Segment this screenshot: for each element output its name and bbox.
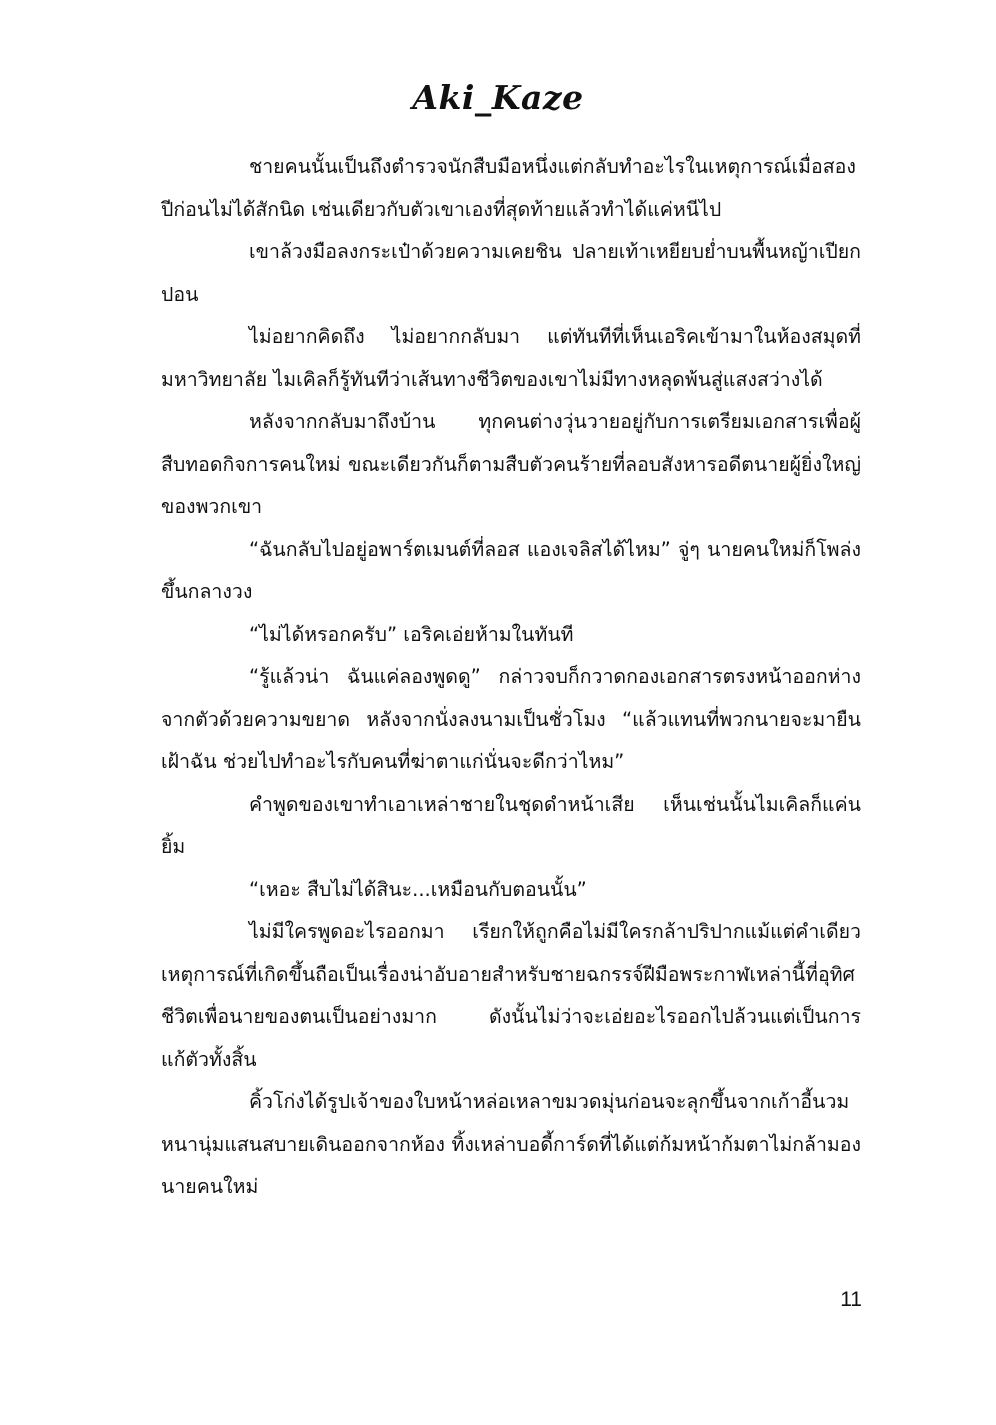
paragraph-4: หลังจากกลับมาถึงบ้าน ทุกคนต่างวุ่นวายอยู่กับการเตรียมเอกสารเพื่อผู้สืบทอดกิจการคนใหม่ ขณะเดียวกันก็ตามสืบตัวคนร้ายที่ลอบสังหารอดีตนายผู้ยิ่งใหญ่ของพวกเขา (161, 410, 861, 518)
paragraph-10: ไม่มีใครพูดอะไรออกมา เรียกให้ถูกคือไม่มีใครกล้าปริปากแม้แต่คำเดียว เหตุการณ์ที่เกิดขึ้นถือเป็นเรื่องน่าอับอายสำหรับชายฉกรรจ์ฝีมือพระกาฬเหล่านี้ที่อุทิศชีวิตเพื่อนายของตนเป็นอย่างมาก ดังนั้นไม่ว่าจะเอ่ยอะไรออกไปล้วนแต่เป็นการแก้ตัวทั้งสิ้น (161, 920, 861, 1071)
author-header: Aki_Kaze (412, 78, 584, 117)
paragraph-1: ชายคนนั้นเป็นถึงตำรวจนักสืบมือหนึ่งแต่กลับทำอะไรในเหตุการณ์เมื่อสองปีก่อนไม่ได้สักนิด เช่นเดียวกับตัวเขาเองที่สุดท้ายแล้วทำได้แค่หนีไป (161, 155, 856, 221)
story-body (161, 146, 861, 1209)
paragraph-6: “ไม่ได้หรอกครับ” เอริคเอ่ยห้ามในทันที (249, 622, 574, 646)
paragraph-3: ไม่อยากคิดถึง ไม่อยากกลับมา แต่ทันทีที่เห็นเอริคเข้ามาในห้องสมุดที่มหาวิทยาลัย ไมเคิลก็รู้ทันทีว่าเส้นทางชีวิตของเขาไม่มีทางหลุดพ้นสู่แสงสว่างได้ (161, 325, 861, 391)
paragraph-5: “ฉันกลับไปอยู่อพาร์ตเมนต์ที่ลอส แองเจลิสได้ไหม” จู่ๆ นายคนใหม่ก็โพล่งขึ้นกลางวง (161, 537, 861, 603)
paragraph-8: คำพูดของเขาทำเอาเหล่าชายในชุดดำหน้าเสีย เห็นเช่นนั้นไมเคิลก็แค่นยิ้ม (161, 792, 861, 858)
page-number: 11 (840, 1288, 862, 1311)
paragraph-7: “รู้แล้วน่า ฉันแค่ลองพูดดู” กล่าวจบก็กวาดกองเอกสารตรงหน้าออกห่างจากตัวด้วยความขยาด หลังจากนั่งลงนามเป็นชั่วโมง “แล้วแทนที่พวกนายจะมายืนเฝ้าฉัน ช่วยไปทำอะไรกับคนที่ฆ่าตาแก่นั่นจะดีกว่าไหม” (161, 665, 861, 773)
paragraph-2: เขาล้วงมือลงกระเป๋าด้วยความเคยชิน ปลายเท้าเหยียบย่ำบนพื้นหญ้าเปียกปอน (161, 240, 861, 306)
paragraph-9: “เหอะ สืบไม่ได้สินะ...เหมือนกับตอนนั้น” (249, 877, 587, 901)
paragraph-11: คิ้วโก่งได้รูปเจ้าของใบหน้าหล่อเหลาขมวดมุ่นก่อนจะลุกขึ้นจากเก้าอี้นวมหนานุ่มแสนสบายเดินออกจากห้อง ทิ้งเหล่าบอดี้การ์ดที่ได้แต่ก้มหน้าก้มตาไม่กล้ามองนายคนใหม่ (161, 1090, 861, 1198)
